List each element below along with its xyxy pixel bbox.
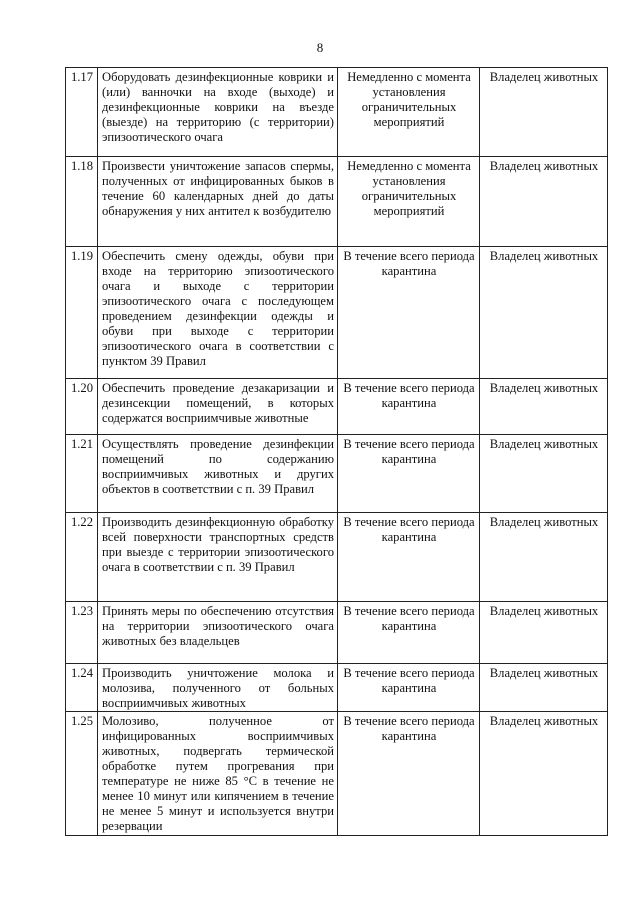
measure-responsible: Владелец животных — [480, 513, 608, 602]
measure-responsible: Владелец животных — [480, 602, 608, 664]
table-row — [66, 602, 608, 664]
table-row — [66, 68, 608, 157]
measure-deadline: В течение всего периода карантина — [338, 379, 480, 435]
row-number: 1.17 — [66, 68, 98, 157]
row-number: 1.25 — [66, 712, 98, 836]
measure-deadline: В течение всего периода карантина — [338, 247, 480, 379]
measure-responsible: Владелец животных — [480, 435, 608, 513]
measure-deadline: В течение всего периода карантина — [338, 435, 480, 513]
table-row — [66, 247, 608, 379]
row-number: 1.20 — [66, 379, 98, 435]
measure-description: Обеспечить проведение дезакаризации и дезинсекции помещений, в которых содержатся восприимчивые животные — [98, 379, 338, 435]
row-number: 1.21 — [66, 435, 98, 513]
row-number: 1.18 — [66, 157, 98, 247]
measure-description: Производить дезинфекционную обработку всей поверхности транспортных средств при выезде с территории эпизоотического очага в соответствии с п. 39 Правил — [98, 513, 338, 602]
table-row — [66, 157, 608, 247]
table-row — [66, 435, 608, 513]
measure-description: Принять меры по обеспечению отсутствия на территории эпизоотического очага животных без владельцев — [98, 602, 338, 664]
measure-description: Молозиво, полученное от инфицированных восприимчивых животных, подвергать термической обработке путем прогревания при температуре не ниже 85 °С в течение не менее 10 минут или кипячением в течение не менее 5 минут и используется внутри резервации — [98, 712, 338, 836]
measure-responsible: Владелец животных — [480, 157, 608, 247]
table-row — [66, 664, 608, 712]
measure-responsible: Владелец животных — [480, 664, 608, 712]
measures-table — [65, 67, 608, 836]
row-number: 1.22 — [66, 513, 98, 602]
measure-responsible: Владелец животных — [480, 379, 608, 435]
measure-deadline: Немедленно с момента установления ограничительных мероприятий — [338, 68, 480, 157]
page-number: 8 — [316, 40, 324, 55]
measure-description: Произвести уничтожение запасов спермы, полученных от инфицированных быков в течение 60 календарных дней до даты обнаружения у них антител к возбудителю — [98, 157, 338, 247]
measure-deadline: В течение всего периода карантина — [338, 602, 480, 664]
row-number: 1.23 — [66, 602, 98, 664]
measure-description: Производить уничтожение молока и молозива, полученного от больных восприимчивых животных — [98, 664, 338, 712]
table-row — [66, 379, 608, 435]
measure-description: Оборудовать дезинфекционные коврики и (или) ванночки на входе (выходе) и дезинфекционные коврики на въезде (выезде) на территорию (с территории) эпизоотического очага — [98, 68, 338, 157]
table-row — [66, 712, 608, 836]
row-number: 1.19 — [66, 247, 98, 379]
measure-deadline: В течение всего периода карантина — [338, 513, 480, 602]
measure-responsible: Владелец животных — [480, 712, 608, 836]
measure-deadline: Немедленно с момента установления ограничительных мероприятий — [338, 157, 480, 247]
measure-deadline: В течение всего периода карантина — [338, 664, 480, 712]
measure-deadline: В течение всего периода карантина — [338, 712, 480, 836]
measure-responsible: Владелец животных — [480, 68, 608, 157]
measure-description: Осуществлять проведение дезинфекции помещений по содержанию восприимчивых животных и других объектов в соответствии с п. 39 Правил — [98, 435, 338, 513]
row-number: 1.24 — [66, 664, 98, 712]
measure-description: Обеспечить смену одежды, обуви при входе на территорию эпизоотического очага и выходе с территории эпизоотического очага с последующем проведением дезинфекции одежды и обуви при выходе с территории эпизоотического очага в соответствии с пунктом 39 Правил — [98, 247, 338, 379]
measure-responsible: Владелец животных — [480, 247, 608, 379]
table-row — [66, 513, 608, 602]
